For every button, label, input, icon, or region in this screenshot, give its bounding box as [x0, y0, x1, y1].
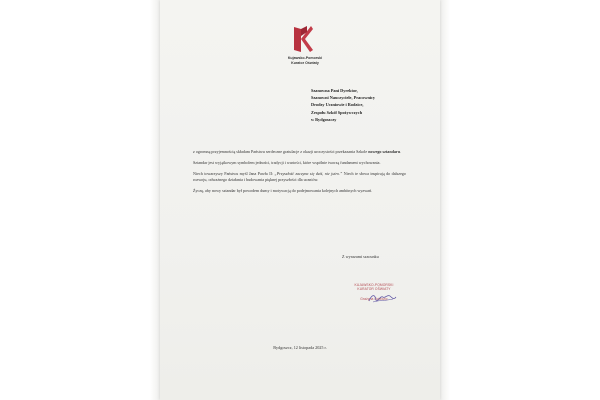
date-line: Bydgoszcz, 12 listopada 2025 r. — [273, 345, 327, 350]
recipient-line: Zespołu Szkół Spożywczych — [311, 109, 363, 115]
body-paragraph-3 — [193, 171, 406, 182]
body-paragraph-4: Życzę, aby nowy sztandar był powodem dumy i motywacją do podejmowania kolejnych ambitnych wyzwań. — [193, 188, 373, 194]
recipient-line: Drodzy Uczniowie i Rodzice, — [311, 102, 364, 108]
logo-caption-line1: Kujawsko-Pomorski — [287, 56, 323, 60]
recipient-block — [311, 87, 431, 123]
p3-quote: „Przyszłość zaczyna się dziś, nie jutro.” — [274, 171, 343, 177]
logo-caption — [260, 56, 350, 65]
p3-text-end: Niech te słowa inspirują do dalszego rozwoju, odważnego działania i budowania pięknej przyszłości dla uczniów. — [193, 171, 406, 182]
closing-line: Z wyrazami szacunku — [342, 254, 379, 259]
handwritten-signature-icon — [367, 291, 397, 305]
body-paragraph-2: Sztandar jest wyjątkowym symbolem jedności, tradycji i wartości, które wspólnie tworzą fundament wychowania. — [193, 160, 381, 166]
p3-text: Niech towarzyszy Państwu myśl Jana Pawła II: — [193, 171, 275, 177]
recipient-line: w Bydgoszczy — [311, 116, 337, 122]
letter-body — [193, 149, 406, 199]
recipient-line: Szanowna Pani Dyrektor, — [311, 88, 358, 93]
stamp-name: Grażyna Dziedzic — [360, 297, 388, 302]
logo-caption-line2: Kurator Oświaty — [291, 60, 319, 65]
p1-bold-text: nowego sztandaru — [368, 149, 401, 154]
body-paragraph-1 — [193, 149, 406, 155]
p1-text: z ogromną przyjemnością składam Państwu serdeczne gratulacje z okazji uroczystości przekazania Szkole — [193, 149, 369, 154]
recipient-line: Szanowni Nauczyciele, Pracownicy — [311, 95, 376, 101]
kurator-logo-icon — [292, 24, 314, 54]
p1-end: . — [400, 149, 402, 154]
letter-page — [160, 0, 440, 400]
stamp-line1: KUJAWSKO-POMORSKI — [354, 283, 394, 287]
stamp-line2: KURATOR OŚWIATY — [357, 287, 391, 292]
